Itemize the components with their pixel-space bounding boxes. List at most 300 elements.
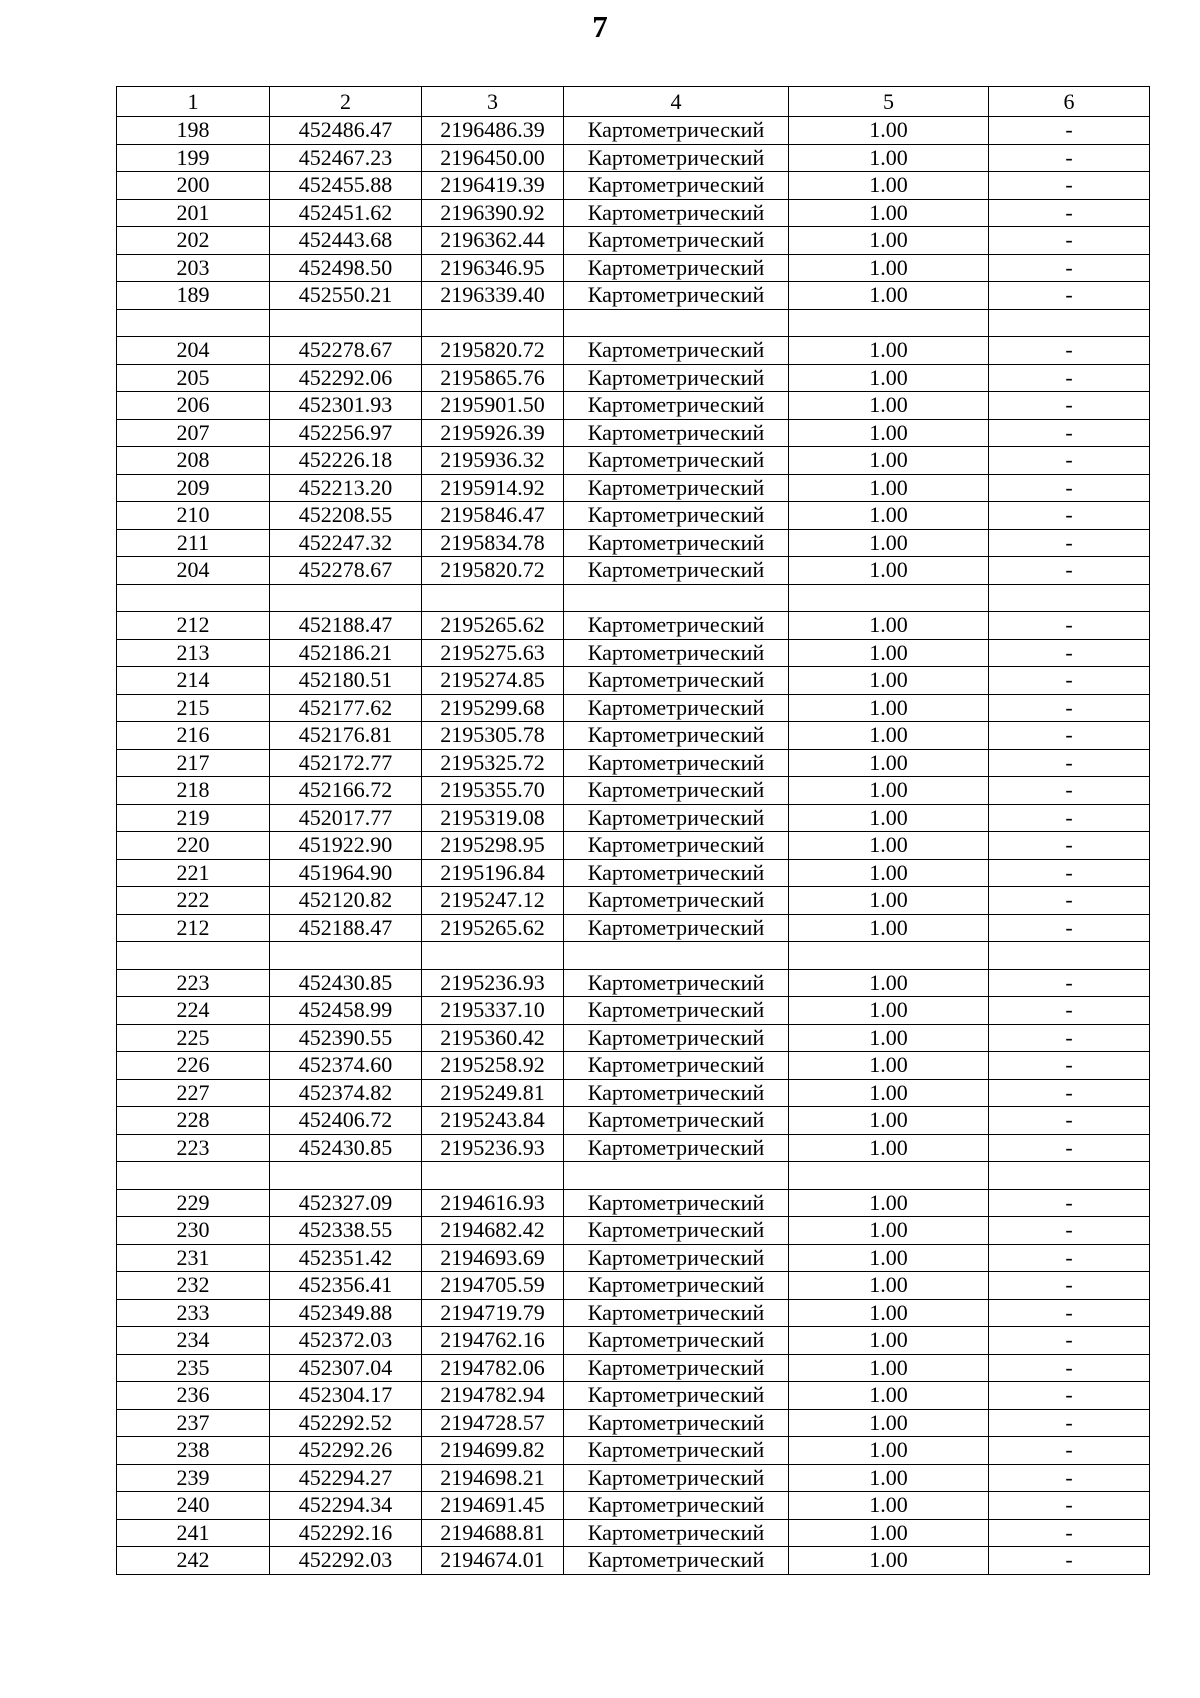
method-cell: Картометрический [564, 1547, 789, 1575]
table-row [117, 144, 1150, 172]
y-coordinate-cell: 2194693.69 [422, 1244, 564, 1272]
y-coordinate-cell: 2196450.00 [422, 144, 564, 172]
y-coordinate-cell: 2195243.84 [422, 1107, 564, 1135]
x-coordinate-cell: 452208.55 [270, 502, 422, 530]
point-number-cell: 223 [117, 969, 270, 997]
table-row [117, 474, 1150, 502]
accuracy-cell: 1.00 [789, 1409, 989, 1437]
y-coordinate-cell: 2195820.72 [422, 337, 564, 365]
method-cell: Картометрический [564, 639, 789, 667]
table-row [117, 1409, 1150, 1437]
point-number-cell: 235 [117, 1354, 270, 1382]
x-coordinate-cell: 452120.82 [270, 887, 422, 915]
accuracy-cell: 1.00 [789, 392, 989, 420]
point-number-cell: 217 [117, 749, 270, 777]
y-coordinate-cell: 2196362.44 [422, 227, 564, 255]
x-coordinate-cell: 452292.06 [270, 364, 422, 392]
method-cell: Картометрический [564, 1327, 789, 1355]
accuracy-cell: 1.00 [789, 447, 989, 475]
y-coordinate-cell: 2195274.85 [422, 667, 564, 695]
description-cell: - [989, 1189, 1150, 1217]
x-coordinate-cell: 452307.04 [270, 1354, 422, 1382]
y-coordinate-cell: 2195247.12 [422, 887, 564, 915]
point-number-cell: 226 [117, 1052, 270, 1080]
description-cell: - [989, 1327, 1150, 1355]
method-cell: Картометрический [564, 1079, 789, 1107]
header-cell: 4 [564, 87, 789, 117]
accuracy-cell: 1.00 [789, 1052, 989, 1080]
table-row [117, 502, 1150, 530]
point-number-cell: 204 [117, 557, 270, 585]
x-coordinate-cell: 452430.85 [270, 1134, 422, 1162]
x-coordinate-cell: 452292.52 [270, 1409, 422, 1437]
x-coordinate-cell: 452467.23 [270, 144, 422, 172]
accuracy-cell: 1.00 [789, 887, 989, 915]
x-coordinate-cell: 452374.60 [270, 1052, 422, 1080]
y-coordinate-cell: 2194616.93 [422, 1189, 564, 1217]
accuracy-cell: 1.00 [789, 1244, 989, 1272]
description-cell [989, 309, 1150, 337]
description-cell: - [989, 254, 1150, 282]
table-row [117, 832, 1150, 860]
table-row [117, 1299, 1150, 1327]
description-cell: - [989, 1217, 1150, 1245]
accuracy-cell: 1.00 [789, 914, 989, 942]
point-number-cell: 206 [117, 392, 270, 420]
description-cell [989, 942, 1150, 970]
table-row [117, 1464, 1150, 1492]
table-row [117, 804, 1150, 832]
description-cell: - [989, 612, 1150, 640]
y-coordinate-cell [422, 584, 564, 612]
point-number-cell: 201 [117, 199, 270, 227]
y-coordinate-cell: 2195865.76 [422, 364, 564, 392]
description-cell: - [989, 502, 1150, 530]
method-cell: Картометрический [564, 997, 789, 1025]
method-cell: Картометрический [564, 1272, 789, 1300]
table-row [117, 1327, 1150, 1355]
method-cell: Картометрический [564, 282, 789, 310]
x-coordinate-cell: 452390.55 [270, 1024, 422, 1052]
method-cell: Картометрический [564, 227, 789, 255]
table-row [117, 172, 1150, 200]
accuracy-cell: 1.00 [789, 227, 989, 255]
table-row [117, 887, 1150, 915]
description-cell: - [989, 1299, 1150, 1327]
table-row [117, 1107, 1150, 1135]
point-number-cell [117, 309, 270, 337]
method-cell: Картометрический [564, 254, 789, 282]
x-coordinate-cell: 452372.03 [270, 1327, 422, 1355]
point-number-cell: 219 [117, 804, 270, 832]
description-cell: - [989, 1409, 1150, 1437]
x-coordinate-cell: 452172.77 [270, 749, 422, 777]
point-number-cell: 239 [117, 1464, 270, 1492]
accuracy-cell: 1.00 [789, 1217, 989, 1245]
y-coordinate-cell: 2195299.68 [422, 694, 564, 722]
y-coordinate-cell: 2195305.78 [422, 722, 564, 750]
accuracy-cell: 1.00 [789, 337, 989, 365]
table-row [117, 612, 1150, 640]
x-coordinate-cell: 452226.18 [270, 447, 422, 475]
table-row [117, 557, 1150, 585]
header-cell: 3 [422, 87, 564, 117]
method-cell: Картометрический [564, 1299, 789, 1327]
table-body [117, 87, 1150, 1575]
table-row [117, 1519, 1150, 1547]
method-cell: Картометрический [564, 474, 789, 502]
method-cell: Картометрический [564, 364, 789, 392]
header-cell: 5 [789, 87, 989, 117]
accuracy-cell: 1.00 [789, 144, 989, 172]
accuracy-cell: 1.00 [789, 1547, 989, 1575]
accuracy-cell: 1.00 [789, 804, 989, 832]
method-cell: Картометрический [564, 172, 789, 200]
page-number: 7 [592, 9, 608, 44]
description-cell: - [989, 1464, 1150, 1492]
table-row [117, 942, 1150, 970]
method-cell: Картометрический [564, 804, 789, 832]
accuracy-cell: 1.00 [789, 364, 989, 392]
table-row [117, 447, 1150, 475]
description-cell: - [989, 392, 1150, 420]
accuracy-cell: 1.00 [789, 694, 989, 722]
x-coordinate-cell [270, 1162, 422, 1190]
x-coordinate-cell [270, 584, 422, 612]
accuracy-cell [789, 942, 989, 970]
y-coordinate-cell: 2196419.39 [422, 172, 564, 200]
y-coordinate-cell: 2194782.06 [422, 1354, 564, 1382]
method-cell: Картометрический [564, 887, 789, 915]
table-row [117, 969, 1150, 997]
method-cell: Картометрический [564, 419, 789, 447]
method-cell: Картометрический [564, 969, 789, 997]
description-cell: - [989, 447, 1150, 475]
accuracy-cell: 1.00 [789, 529, 989, 557]
accuracy-cell: 1.00 [789, 722, 989, 750]
point-number-cell: 212 [117, 914, 270, 942]
method-cell: Картометрический [564, 1024, 789, 1052]
description-cell: - [989, 1354, 1150, 1382]
coordinates-table [116, 86, 1150, 1575]
table-row [117, 1492, 1150, 1520]
point-number-cell: 202 [117, 227, 270, 255]
accuracy-cell: 1.00 [789, 557, 989, 585]
method-cell: Картометрический [564, 144, 789, 172]
point-number-cell: 241 [117, 1519, 270, 1547]
table-row [117, 667, 1150, 695]
description-cell: - [989, 1547, 1150, 1575]
description-cell: - [989, 887, 1150, 915]
x-coordinate-cell: 452451.62 [270, 199, 422, 227]
description-cell: - [989, 199, 1150, 227]
y-coordinate-cell: 2194762.16 [422, 1327, 564, 1355]
accuracy-cell: 1.00 [789, 832, 989, 860]
y-coordinate-cell: 2195265.62 [422, 914, 564, 942]
accuracy-cell: 1.00 [789, 1519, 989, 1547]
x-coordinate-cell: 452017.77 [270, 804, 422, 832]
y-coordinate-cell: 2195846.47 [422, 502, 564, 530]
description-cell: - [989, 1134, 1150, 1162]
table-row [117, 392, 1150, 420]
y-coordinate-cell: 2194698.21 [422, 1464, 564, 1492]
y-coordinate-cell: 2196486.39 [422, 117, 564, 145]
x-coordinate-cell: 452351.42 [270, 1244, 422, 1272]
description-cell: - [989, 1382, 1150, 1410]
description-cell: - [989, 997, 1150, 1025]
description-cell [989, 584, 1150, 612]
x-coordinate-cell: 452443.68 [270, 227, 422, 255]
y-coordinate-cell: 2194728.57 [422, 1409, 564, 1437]
y-coordinate-cell: 2195298.95 [422, 832, 564, 860]
accuracy-cell: 1.00 [789, 1464, 989, 1492]
x-coordinate-cell: 452188.47 [270, 914, 422, 942]
accuracy-cell: 1.00 [789, 1437, 989, 1465]
point-number-cell: 212 [117, 612, 270, 640]
table-row [117, 1354, 1150, 1382]
description-cell: - [989, 914, 1150, 942]
x-coordinate-cell: 452374.82 [270, 1079, 422, 1107]
accuracy-cell: 1.00 [789, 474, 989, 502]
accuracy-cell: 1.00 [789, 1299, 989, 1327]
method-cell: Картометрический [564, 529, 789, 557]
method-cell: Картометрический [564, 1409, 789, 1437]
x-coordinate-cell: 452292.26 [270, 1437, 422, 1465]
point-number-cell: 233 [117, 1299, 270, 1327]
accuracy-cell: 1.00 [789, 997, 989, 1025]
point-number-cell [117, 1162, 270, 1190]
accuracy-cell: 1.00 [789, 172, 989, 200]
table-row [117, 1079, 1150, 1107]
accuracy-cell [789, 309, 989, 337]
accuracy-cell: 1.00 [789, 1134, 989, 1162]
method-cell: Картометрический [564, 1107, 789, 1135]
point-number-cell: 231 [117, 1244, 270, 1272]
description-cell: - [989, 337, 1150, 365]
table-row [117, 419, 1150, 447]
table-row [117, 1244, 1150, 1272]
description-cell: - [989, 1024, 1150, 1052]
accuracy-cell: 1.00 [789, 1327, 989, 1355]
y-coordinate-cell: 2195360.42 [422, 1024, 564, 1052]
accuracy-cell: 1.00 [789, 1492, 989, 1520]
table-row [117, 1217, 1150, 1245]
accuracy-cell: 1.00 [789, 419, 989, 447]
x-coordinate-cell: 452166.72 [270, 777, 422, 805]
point-number-cell: 236 [117, 1382, 270, 1410]
x-coordinate-cell: 452247.32 [270, 529, 422, 557]
description-cell: - [989, 639, 1150, 667]
table-row [117, 1024, 1150, 1052]
x-coordinate-cell: 452304.17 [270, 1382, 422, 1410]
x-coordinate-cell: 452180.51 [270, 667, 422, 695]
table-row [117, 914, 1150, 942]
x-coordinate-cell: 452213.20 [270, 474, 422, 502]
table-row [117, 997, 1150, 1025]
table-row [117, 584, 1150, 612]
y-coordinate-cell [422, 309, 564, 337]
accuracy-cell: 1.00 [789, 1079, 989, 1107]
method-cell: Картометрический [564, 392, 789, 420]
x-coordinate-cell: 452486.47 [270, 117, 422, 145]
accuracy-cell: 1.00 [789, 1024, 989, 1052]
point-number-cell: 232 [117, 1272, 270, 1300]
point-number-cell [117, 584, 270, 612]
description-cell: - [989, 144, 1150, 172]
method-cell: Картометрический [564, 612, 789, 640]
accuracy-cell: 1.00 [789, 117, 989, 145]
table-row [117, 749, 1150, 777]
y-coordinate-cell: 2195901.50 [422, 392, 564, 420]
table-row [117, 199, 1150, 227]
y-coordinate-cell: 2194699.82 [422, 1437, 564, 1465]
y-coordinate-cell: 2195820.72 [422, 557, 564, 585]
y-coordinate-cell: 2195926.39 [422, 419, 564, 447]
point-number-cell: 223 [117, 1134, 270, 1162]
method-cell: Картометрический [564, 447, 789, 475]
x-coordinate-cell: 452256.97 [270, 419, 422, 447]
method-cell: Картометрический [564, 502, 789, 530]
table-row [117, 1437, 1150, 1465]
accuracy-cell [789, 584, 989, 612]
table-row [117, 309, 1150, 337]
y-coordinate-cell [422, 1162, 564, 1190]
table-header-row [117, 87, 1150, 117]
y-coordinate-cell: 2195936.32 [422, 447, 564, 475]
point-number-cell: 216 [117, 722, 270, 750]
method-cell: Картометрический [564, 859, 789, 887]
point-number-cell: 213 [117, 639, 270, 667]
description-cell: - [989, 364, 1150, 392]
accuracy-cell: 1.00 [789, 1382, 989, 1410]
description-cell: - [989, 1244, 1150, 1272]
accuracy-cell: 1.00 [789, 199, 989, 227]
x-coordinate-cell: 452186.21 [270, 639, 422, 667]
table-row [117, 337, 1150, 365]
description-cell: - [989, 529, 1150, 557]
y-coordinate-cell: 2195265.62 [422, 612, 564, 640]
point-number-cell: 189 [117, 282, 270, 310]
table-row [117, 529, 1150, 557]
x-coordinate-cell: 452294.34 [270, 1492, 422, 1520]
point-number-cell: 227 [117, 1079, 270, 1107]
accuracy-cell: 1.00 [789, 502, 989, 530]
description-cell: - [989, 1107, 1150, 1135]
y-coordinate-cell: 2195258.92 [422, 1052, 564, 1080]
point-number-cell: 205 [117, 364, 270, 392]
y-coordinate-cell: 2194719.79 [422, 1299, 564, 1327]
description-cell: - [989, 1437, 1150, 1465]
table-row [117, 117, 1150, 145]
point-number-cell: 210 [117, 502, 270, 530]
y-coordinate-cell: 2195914.92 [422, 474, 564, 502]
point-number-cell: 228 [117, 1107, 270, 1135]
description-cell: - [989, 1492, 1150, 1520]
accuracy-cell [789, 1162, 989, 1190]
point-number-cell [117, 942, 270, 970]
table-row [117, 1272, 1150, 1300]
point-number-cell: 200 [117, 172, 270, 200]
method-cell: Картометрический [564, 722, 789, 750]
table-row [117, 694, 1150, 722]
method-cell [564, 584, 789, 612]
y-coordinate-cell: 2195236.93 [422, 969, 564, 997]
y-coordinate-cell: 2195249.81 [422, 1079, 564, 1107]
description-cell: - [989, 172, 1150, 200]
x-coordinate-cell: 452455.88 [270, 172, 422, 200]
table-row [117, 1189, 1150, 1217]
description-cell: - [989, 117, 1150, 145]
accuracy-cell: 1.00 [789, 667, 989, 695]
point-number-cell: 230 [117, 1217, 270, 1245]
description-cell: - [989, 557, 1150, 585]
table-row [117, 254, 1150, 282]
x-coordinate-cell: 451964.90 [270, 859, 422, 887]
accuracy-cell: 1.00 [789, 749, 989, 777]
accuracy-cell: 1.00 [789, 1107, 989, 1135]
description-cell: - [989, 777, 1150, 805]
x-coordinate-cell: 452550.21 [270, 282, 422, 310]
y-coordinate-cell: 2194691.45 [422, 1492, 564, 1520]
table-row [117, 364, 1150, 392]
point-number-cell: 229 [117, 1189, 270, 1217]
table-row [117, 722, 1150, 750]
point-number-cell: 225 [117, 1024, 270, 1052]
method-cell: Картометрический [564, 557, 789, 585]
y-coordinate-cell: 2194688.81 [422, 1519, 564, 1547]
accuracy-cell: 1.00 [789, 1272, 989, 1300]
point-number-cell: 220 [117, 832, 270, 860]
header-cell: 2 [270, 87, 422, 117]
accuracy-cell: 1.00 [789, 969, 989, 997]
description-cell: - [989, 832, 1150, 860]
x-coordinate-cell: 452292.16 [270, 1519, 422, 1547]
method-cell: Картометрический [564, 1492, 789, 1520]
point-number-cell: 199 [117, 144, 270, 172]
accuracy-cell: 1.00 [789, 777, 989, 805]
description-cell: - [989, 474, 1150, 502]
y-coordinate-cell: 2195834.78 [422, 529, 564, 557]
x-coordinate-cell: 452349.88 [270, 1299, 422, 1327]
method-cell: Картометрический [564, 1519, 789, 1547]
table-row [117, 227, 1150, 255]
x-coordinate-cell: 452356.41 [270, 1272, 422, 1300]
y-coordinate-cell: 2194705.59 [422, 1272, 564, 1300]
point-number-cell: 218 [117, 777, 270, 805]
method-cell: Картометрический [564, 694, 789, 722]
method-cell: Картометрический [564, 1189, 789, 1217]
point-number-cell: 237 [117, 1409, 270, 1437]
y-coordinate-cell: 2194682.42 [422, 1217, 564, 1245]
method-cell: Картометрический [564, 832, 789, 860]
accuracy-cell: 1.00 [789, 859, 989, 887]
y-coordinate-cell: 2195325.72 [422, 749, 564, 777]
method-cell: Картометрический [564, 1437, 789, 1465]
x-coordinate-cell [270, 309, 422, 337]
method-cell: Картометрический [564, 1052, 789, 1080]
x-coordinate-cell: 452458.99 [270, 997, 422, 1025]
y-coordinate-cell: 2195355.70 [422, 777, 564, 805]
method-cell [564, 309, 789, 337]
y-coordinate-cell: 2195319.08 [422, 804, 564, 832]
description-cell: - [989, 282, 1150, 310]
table-row [117, 1382, 1150, 1410]
x-coordinate-cell: 452188.47 [270, 612, 422, 640]
description-cell: - [989, 749, 1150, 777]
x-coordinate-cell: 452301.93 [270, 392, 422, 420]
method-cell: Картометрический [564, 199, 789, 227]
point-number-cell: 198 [117, 117, 270, 145]
